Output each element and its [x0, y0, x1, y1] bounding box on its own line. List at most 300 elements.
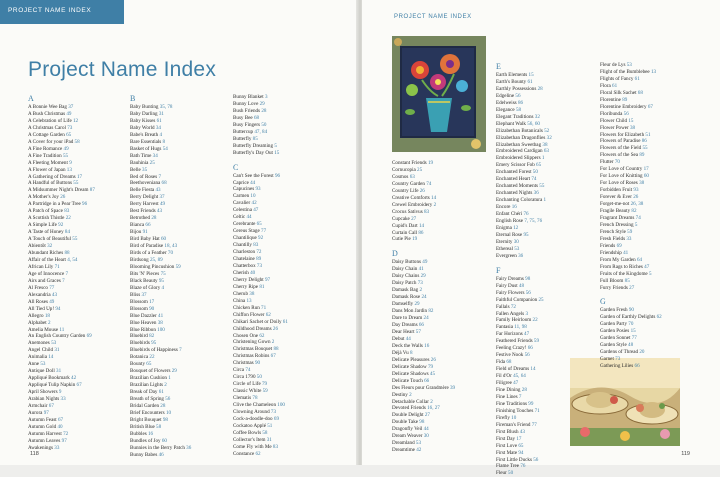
index-entry	[496, 148, 591, 155]
entry-title: A Celebration of Life	[28, 117, 73, 124]
index-entry	[233, 221, 341, 228]
entry-issue-number: 98	[525, 275, 531, 282]
entry-issue-number: 94	[518, 449, 524, 456]
entry-title: Cherub	[233, 290, 250, 297]
entry-title: Ethereal	[496, 245, 515, 252]
entry-issue-number: 7, 75, 76	[524, 218, 543, 225]
index-entry	[496, 169, 591, 176]
index-column	[130, 94, 225, 459]
entry-title: Baby Bunting	[130, 104, 160, 110]
entry-title: Flora	[600, 82, 613, 89]
entry-issue-number: 53	[514, 245, 520, 252]
entry-issue-number: 31	[54, 347, 60, 354]
entry-title: Cerebrante	[233, 221, 257, 228]
index-letter-heading: D	[392, 249, 398, 259]
entry-issue-number: 42	[71, 375, 77, 382]
index-entry	[28, 104, 123, 111]
index-entry	[130, 187, 225, 194]
index-entry	[28, 340, 123, 347]
entry-title: Edelweiss	[496, 99, 518, 106]
entry-title: Anne	[28, 361, 41, 368]
entry-title: Antique Doll	[28, 368, 57, 375]
entry-issue-number: 47	[253, 207, 259, 214]
entry-issue-number: 25, 89	[149, 256, 163, 263]
entry-title: Bluebird	[130, 333, 150, 340]
index-entry	[392, 350, 487, 357]
index-entry	[130, 424, 225, 431]
index-entry	[233, 150, 341, 157]
entry-title: Garden Fresh	[600, 307, 629, 314]
index-entry	[233, 298, 341, 305]
entry-issue-number: 15	[528, 72, 534, 78]
index-entry	[600, 62, 700, 69]
entry-title: Fallen Angels	[496, 310, 526, 317]
entry-title: Eternal Rose	[496, 231, 524, 238]
entry-title: Delicate Pleasures	[392, 356, 431, 363]
entry-issue-number: 97	[61, 437, 67, 444]
index-entry	[496, 93, 591, 100]
entry-issue-number: 69	[273, 415, 279, 422]
index-entry	[600, 125, 700, 132]
entry-issue-number: 56	[533, 456, 539, 463]
index-entry	[496, 338, 591, 345]
entry-issue-number: 28	[160, 402, 166, 409]
entry-title: Dragonfly Veil	[392, 426, 424, 433]
entry-issue-number: 50	[508, 470, 514, 477]
entry-issue-number: 68	[637, 89, 643, 96]
index-entry	[600, 69, 700, 76]
entry-issue-number: 8	[162, 138, 166, 145]
index-entry	[28, 243, 123, 250]
index-entry	[600, 90, 700, 97]
entry-issue-number: 27	[411, 215, 417, 222]
index-entry	[233, 193, 341, 200]
entry-title: Enchanted Heart	[496, 176, 532, 183]
index-entry	[496, 107, 591, 114]
entry-title: Belle	[130, 166, 143, 173]
index-entry	[600, 349, 700, 356]
index-letter-heading: C	[233, 162, 239, 172]
entry-issue-number: 28	[537, 85, 543, 92]
entry-title: A Fleeting Moment	[28, 159, 70, 166]
entry-title: Brazilian Lights	[130, 382, 165, 389]
entry-title: Clowning Around	[233, 408, 271, 415]
entry-title: Constant Friends	[392, 160, 428, 166]
entry-issue-number: 73	[417, 280, 423, 287]
index-entry	[233, 200, 341, 207]
index-entry	[392, 195, 487, 202]
index-entry	[600, 335, 700, 342]
entry-title: First Mate	[496, 449, 519, 456]
entry-issue-number: 58	[156, 423, 162, 430]
index-entry	[600, 152, 700, 159]
entry-issue-number: 94	[55, 305, 61, 312]
entry-issue-number: 16	[147, 430, 154, 437]
index-entry	[392, 181, 487, 188]
entry-title: Affair of the Heart	[28, 256, 68, 263]
index-entry	[28, 306, 123, 313]
entry-title: A Bonnie Wee Bag	[28, 104, 69, 110]
index-entry	[233, 277, 341, 284]
index-entry	[233, 207, 341, 214]
entry-title: Festive Nook	[496, 352, 525, 359]
entry-issue-number: 71	[261, 304, 267, 311]
entry-issue-number: 29	[259, 100, 265, 107]
entry-title: Enchanted Moments	[496, 183, 540, 190]
entry-issue-number: 49	[49, 298, 55, 305]
entry-title: Betrothed	[130, 215, 152, 222]
entry-title: Appliqué Bookmark	[28, 375, 72, 382]
entry-title: Eternity	[496, 238, 514, 245]
entry-issue-number: 62	[259, 332, 265, 339]
index-entry	[496, 380, 591, 387]
index-entry	[233, 186, 341, 193]
entry-issue-number: 26, 38	[630, 201, 644, 208]
index-entry	[600, 180, 700, 187]
entry-title: Cosmos	[392, 173, 410, 180]
entry-issue-number: 99	[528, 400, 534, 407]
entry-title: Daisy Chains	[392, 273, 421, 280]
entry-issue-number: 40	[250, 269, 256, 276]
entry-issue-number: 62	[656, 314, 662, 321]
entry-issue-number: 15	[274, 149, 280, 156]
entry-issue-number: 89	[256, 256, 262, 263]
entry-title: Cutie Pie	[392, 236, 413, 243]
entry-issue-number: 5	[634, 221, 638, 228]
entry-issue-number: 73	[67, 124, 73, 131]
entry-title: Daisy Buttons	[392, 259, 423, 266]
index-entry	[392, 329, 487, 336]
entry-issue-number: 66	[634, 363, 640, 370]
index-entry	[130, 403, 225, 410]
entry-issue-number: 59	[262, 388, 268, 395]
entry-title: Daisy Patch	[392, 280, 418, 287]
index-entry	[130, 215, 225, 222]
index-entry	[496, 135, 591, 142]
entry-issue-number: 50	[532, 169, 538, 176]
entry-issue-number: 22	[65, 215, 71, 222]
entry-title: Cavalier	[233, 200, 252, 207]
entry-title: French Dressing	[600, 221, 635, 228]
entry-title: Basket of Hugs	[130, 145, 163, 152]
index-entry	[233, 101, 341, 108]
entry-title: Autumn Harvest	[28, 430, 64, 437]
entry-issue-number: 86	[517, 99, 524, 106]
index-entry	[496, 450, 591, 457]
index-entry	[130, 438, 225, 445]
entry-issue-number: 26	[633, 194, 639, 201]
entry-issue-number: 55	[642, 145, 648, 152]
entry-title: Clematis	[233, 395, 253, 402]
entry-issue-number: 56	[525, 289, 531, 296]
entry-title: Cock-a-doodle-doo	[233, 415, 274, 422]
entry-issue-number: 19	[427, 160, 434, 166]
entry-title: For Love of Country	[600, 166, 644, 173]
entry-issue-number: 82	[149, 333, 155, 340]
entry-issue-number: 51	[267, 422, 273, 429]
entry-issue-number: 22	[149, 354, 155, 361]
entry-issue-number: 70	[167, 250, 174, 257]
entry-issue-number: 29	[420, 273, 426, 280]
left-page-number: 118	[30, 451, 39, 457]
entry-title: Forever & Ever	[600, 194, 634, 201]
entry-issue-number: 77	[49, 284, 55, 291]
entry-title: A Cover for your iPad	[28, 138, 75, 145]
entry-title: Gardens of Thread	[600, 349, 640, 356]
entry-title: Circle of Life	[233, 381, 262, 388]
entry-issue-number: 42	[416, 447, 422, 454]
entry-issue-number: 4, 54	[67, 256, 78, 263]
index-entry	[130, 368, 225, 375]
entry-title: Constance	[233, 450, 256, 457]
index-entry	[233, 437, 341, 444]
entry-title: Clive the Chameleon	[233, 402, 278, 409]
index-entry	[28, 208, 123, 215]
entry-issue-number: 2	[47, 319, 51, 326]
entry-issue-number: 13	[66, 166, 72, 173]
index-entry	[600, 257, 700, 264]
index-entry	[28, 431, 123, 438]
index-entry	[496, 155, 591, 162]
index-entry	[233, 326, 341, 333]
index-entry	[28, 250, 123, 257]
entry-issue-number: 7	[518, 393, 522, 400]
entry-issue-number: 2	[271, 339, 275, 346]
index-entry	[600, 264, 700, 271]
entry-issue-number: 13	[246, 297, 252, 304]
entry-title: Chatterbox	[233, 262, 257, 269]
index-entry	[233, 143, 341, 150]
entry-title: Cockatoo Applé	[233, 422, 268, 429]
entry-title: Flower Power	[600, 124, 630, 131]
index-letter-heading: G	[600, 297, 606, 307]
entry-title: Birdsong	[130, 256, 150, 263]
index-entry	[28, 299, 123, 306]
index-entry	[28, 327, 123, 334]
entry-title: Christmas	[233, 360, 255, 367]
entry-title: For Love of Knitting	[600, 173, 644, 180]
index-entry	[233, 346, 341, 353]
index-entry	[233, 235, 341, 242]
entry-issue-number: 66	[145, 222, 151, 229]
index-entry	[392, 174, 487, 181]
index-entry	[233, 94, 341, 101]
entry-issue-number: 66	[418, 322, 424, 329]
entry-title: Collector's Item	[233, 436, 267, 443]
entry-issue-number: 50	[256, 374, 262, 381]
index-entry	[130, 104, 225, 111]
entry-issue-number: 34	[155, 124, 161, 131]
index-entry	[130, 320, 225, 327]
index-entry	[28, 361, 123, 368]
index-entry	[600, 243, 700, 250]
entry-issue-number: 44	[405, 335, 411, 342]
index-entry	[600, 187, 700, 194]
index-entry	[392, 426, 487, 433]
index-entry	[233, 256, 341, 263]
index-entry	[233, 305, 341, 312]
left-header-label: PROJECT NAME INDEX	[8, 7, 92, 14]
entry-title: Fine Dining	[496, 386, 522, 393]
index-entry	[496, 304, 591, 311]
entry-issue-number: 38	[249, 290, 255, 297]
index-entry	[233, 312, 341, 319]
entry-issue-number: 4	[161, 284, 165, 291]
entry-issue-number: 78	[252, 395, 258, 402]
index-entry	[392, 202, 487, 209]
entry-title: Capucines	[233, 186, 256, 193]
index-entry	[496, 246, 591, 253]
entry-issue-number: 60	[160, 236, 167, 243]
entry-title: Brief Encounters	[130, 409, 166, 416]
index-entry	[600, 321, 700, 328]
index-entry	[233, 173, 341, 180]
index-column	[392, 160, 487, 454]
index-entry	[28, 264, 123, 271]
entry-issue-number: 56	[524, 352, 530, 359]
entry-title: Fragrant Dreams	[600, 214, 636, 221]
entry-issue-number: 43	[155, 187, 161, 194]
entry-title: Abundant Riches	[28, 250, 65, 257]
entry-title: Fairy Flowers	[496, 289, 526, 296]
entry-issue-number: 9	[58, 389, 62, 396]
entry-title: First Blush	[496, 428, 520, 435]
entry-issue-number: 27	[424, 412, 430, 419]
index-entry	[28, 125, 123, 132]
entry-issue-number: 93	[255, 186, 261, 193]
index-entry	[130, 118, 225, 125]
right-page-number: 119	[681, 451, 690, 457]
entry-title: Edgeline	[496, 92, 516, 99]
entry-title: Gathering Lilies	[600, 363, 635, 370]
index-entry	[28, 375, 123, 382]
entry-title: A Gathering of Dreams	[28, 173, 77, 180]
entry-title: For Love of Roses	[600, 180, 640, 187]
entry-title: Childhood Dreams	[233, 325, 273, 332]
entry-issue-number: 53	[626, 62, 632, 68]
index-entry	[392, 160, 487, 167]
entry-title: Fairy Dust	[496, 282, 519, 289]
entry-issue-number: 26	[419, 187, 425, 194]
entry-issue-number: 33	[54, 444, 60, 451]
entry-title: A Taste of Honey	[28, 229, 65, 236]
entry-title: Abientôt	[28, 243, 48, 250]
entry-issue-number: 83	[423, 208, 430, 215]
index-entry	[233, 249, 341, 256]
entry-title: All Roses	[28, 298, 50, 305]
entry-title: Field of Dreams	[496, 366, 531, 373]
entry-issue-number: 98	[419, 419, 425, 426]
entry-title: Animalia	[28, 354, 49, 361]
index-entry	[130, 271, 225, 278]
index-entry	[600, 111, 700, 118]
entry-title: Earth Elements	[496, 72, 529, 78]
entry-issue-number: 77	[631, 335, 637, 342]
index-entry	[130, 354, 225, 361]
entry-title: Fragile Beauty	[600, 208, 632, 215]
entry-title: Fil d'Or	[496, 373, 514, 380]
entry-issue-number: 34	[152, 152, 158, 159]
entry-title: Fallals	[496, 303, 511, 310]
entry-issue-number: 28	[151, 215, 157, 222]
index-entry	[28, 382, 123, 389]
entry-issue-number: 25	[538, 296, 544, 303]
entry-issue-number: 59	[627, 228, 633, 235]
index-entry	[600, 201, 700, 208]
index-entry	[392, 405, 487, 412]
entry-issue-number: 53	[40, 361, 46, 368]
entry-title: Evergreen	[496, 252, 519, 259]
index-entry	[233, 367, 341, 374]
entry-issue-number: 7	[62, 277, 65, 284]
index-entry	[496, 401, 591, 408]
entry-title: Flame Tree	[496, 463, 521, 470]
entry-title: Allegro	[28, 312, 45, 319]
index-entry	[600, 76, 700, 83]
entry-issue-number: 38	[157, 319, 163, 326]
index-entry	[28, 396, 123, 403]
entry-issue-number: 41	[623, 249, 629, 256]
entry-issue-number: 76	[520, 463, 526, 470]
entry-title: Emery Scissor Fob	[496, 162, 537, 169]
entry-title: Alexandria	[28, 291, 52, 298]
entry-issue-number: 53	[51, 340, 57, 347]
index-entry	[130, 132, 225, 139]
index-entry	[233, 360, 341, 367]
index-entry	[130, 375, 225, 382]
entry-title: Flower Child	[600, 117, 629, 124]
entry-issue-number: 95	[158, 277, 164, 284]
index-entry	[130, 257, 225, 264]
index-entry	[496, 311, 591, 318]
entry-title: Filigree	[496, 380, 514, 387]
entry-issue-number: 72	[510, 303, 516, 310]
entry-issue-number: 45, 64	[513, 373, 526, 380]
index-entry	[28, 424, 123, 431]
entry-issue-number: 65	[256, 221, 262, 228]
entry-issue-number: 83	[64, 208, 70, 215]
entry-title: Deck the Walls	[392, 342, 425, 349]
index-letter-heading: F	[496, 265, 501, 275]
entry-issue-number: 56	[515, 92, 521, 99]
entry-title: Bush Friends	[233, 107, 262, 114]
entry-issue-number: 79	[427, 363, 434, 370]
entry-title: Airs and Graces	[28, 277, 63, 284]
entry-title: Chikari Sachet or Doily	[233, 318, 283, 325]
entry-issue-number: 42	[251, 200, 257, 207]
entry-title: Blaze of Glory	[130, 284, 162, 291]
entry-title: Blossom	[130, 305, 150, 312]
index-entry	[496, 276, 591, 283]
entry-issue-number: 90	[254, 360, 261, 367]
index-entry	[233, 122, 341, 129]
entry-issue-number: 61	[282, 318, 288, 325]
entry-issue-number: 83	[272, 443, 278, 450]
index-entry	[496, 422, 591, 429]
entry-title: Beethoveniana	[130, 180, 162, 187]
index-entry	[130, 125, 225, 132]
entry-issue-number: 68	[253, 114, 260, 121]
entry-issue-number: 12	[72, 117, 79, 124]
entry-title: Classic White	[233, 388, 263, 395]
entry-issue-number: 31	[56, 368, 62, 375]
entry-title: Debut	[392, 335, 406, 342]
entry-title: Age of Innocence	[28, 270, 66, 277]
entry-title: Bounty	[130, 361, 147, 368]
index-entry	[600, 278, 700, 285]
entry-title: Fairy Dreams	[496, 275, 526, 282]
entry-issue-number: 11, 98	[514, 324, 527, 331]
